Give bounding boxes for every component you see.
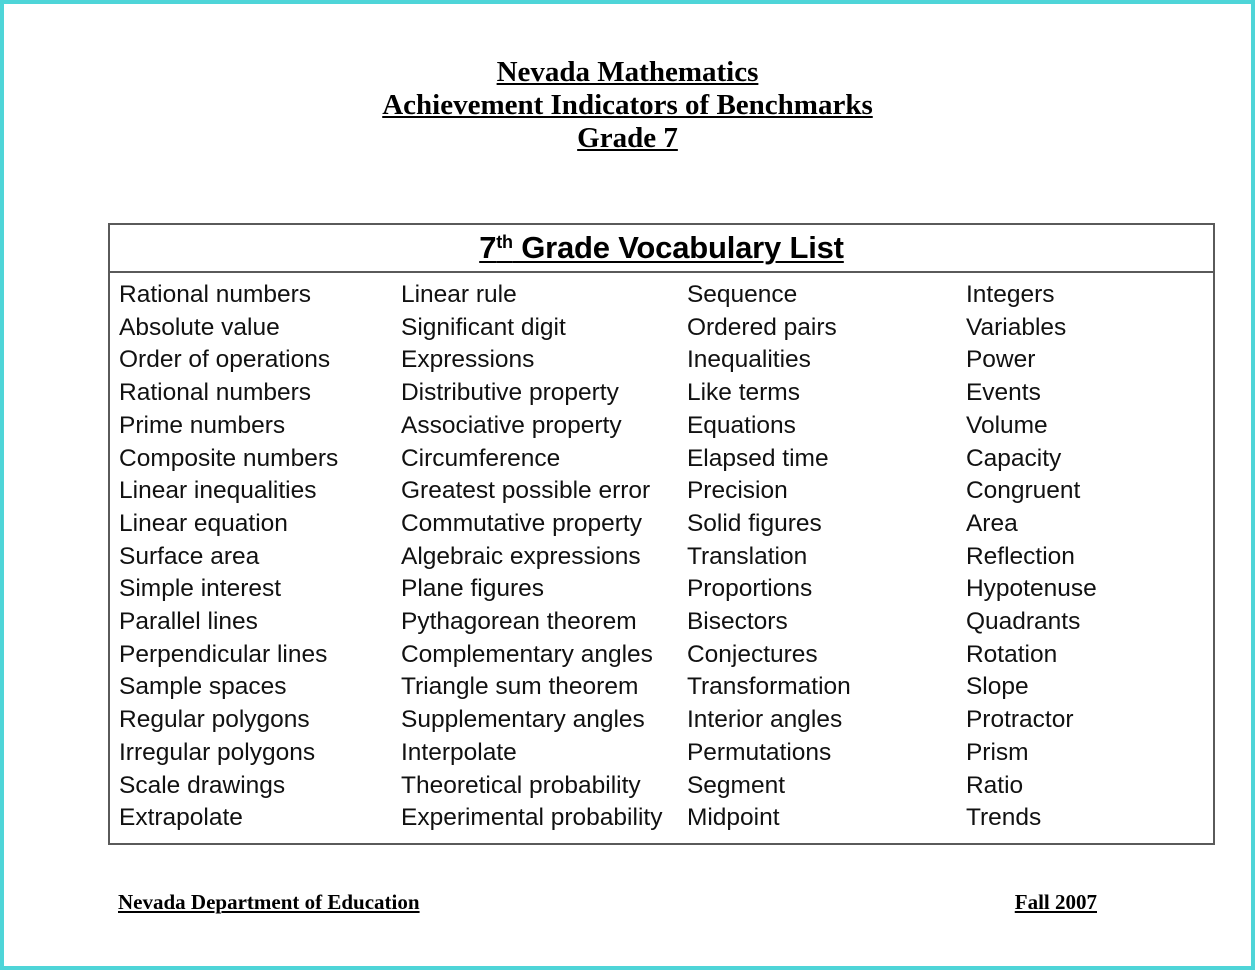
vocabulary-term: Equations [686,411,796,439]
vocabulary-term: Conjectures [686,640,818,668]
vocabulary-term: Interior angles [686,706,843,734]
vocabulary-term: Simple interest [119,575,282,603]
vocabulary-term: Extrapolate [119,804,243,832]
vocabulary-column-3 [671,279,948,835]
vocabulary-table-header [110,225,1213,273]
vocabulary-term: Triangle sum theorem [400,673,639,701]
vocabulary-term: Supplementary angles [400,706,645,734]
vocabulary-term: Reflection [965,542,1075,570]
vocabulary-term: Order of operations [119,346,331,374]
vocabulary-term: Variables [965,313,1067,341]
vocabulary-grade-number: 7 [479,230,497,265]
vocabulary-ordinal-suffix: th [496,232,513,252]
vocabulary-term: Linear equation [119,509,288,537]
vocabulary-term: Linear rule [400,281,517,308]
vocabulary-table [108,223,1215,845]
vocabulary-term: Quadrants [965,608,1081,636]
vocabulary-term: Precision [686,477,788,505]
vocabulary-term: Elapsed time [686,444,829,472]
vocabulary-term: Associative property [400,411,622,439]
vocabulary-column-1 [110,279,393,835]
vocabulary-term: Regular polygons [119,706,310,734]
vocabulary-term: Transformation [686,673,851,701]
title-line-2-text: Achievement Indicators of Benchmarks [382,89,873,122]
vocabulary-term: Greatest possible error [400,477,651,505]
vocabulary-term: Midpoint [686,804,780,832]
vocabulary-term: Composite numbers [119,444,339,472]
vocabulary-term: Power [965,346,1036,374]
vocabulary-term: Proportions [686,575,813,603]
footer-term-text: Fall 2007 [1014,890,1097,914]
vocabulary-term: Distributive property [400,379,619,407]
vocabulary-term: Permutations [686,738,832,766]
vocabulary-term: Inequalities [686,346,811,374]
vocabulary-columns [110,273,1213,843]
vocabulary-term: Surface area [119,542,260,570]
vocabulary-term: Commutative property [400,509,642,537]
vocabulary-term: Volume [965,411,1048,439]
vocabulary-term: Congruent [965,477,1081,505]
vocabulary-term: Capacity [965,444,1062,472]
vocabulary-term: Complementary angles [400,640,653,668]
footer-agency [118,890,420,915]
vocabulary-term: Absolute value [119,313,280,341]
vocabulary-term: Interpolate [400,738,517,766]
vocabulary-term: Scale drawings [119,771,286,799]
vocabulary-term: Plane figures [400,575,544,603]
vocabulary-term: Integers [965,281,1055,308]
vocabulary-term: Theoretical probability [400,771,641,799]
vocabulary-term: Ordered pairs [686,313,837,341]
vocabulary-term: Rational numbers [119,281,312,308]
vocabulary-term: Hypotenuse [965,575,1097,603]
vocabulary-term: Significant digit [400,313,566,341]
vocabulary-column-2 [393,279,671,835]
vocabulary-term: Ratio [965,771,1024,799]
vocabulary-term: Protractor [965,706,1074,734]
vocabulary-term: Solid figures [686,509,822,537]
vocabulary-term: Rotation [965,640,1058,668]
vocabulary-term: Rational numbers [119,379,312,407]
vocabulary-term: Perpendicular lines [119,640,328,668]
vocabulary-term: Circumference [400,444,561,472]
vocabulary-title-rest: Grade Vocabulary List [512,230,844,265]
vocabulary-term: Translation [686,542,808,570]
vocabulary-term: Trends [965,804,1042,832]
title-line-1 [4,56,1251,89]
vocabulary-term: Area [965,509,1018,537]
title-line-1-text: Nevada Mathematics [496,56,759,88]
vocabulary-term: Segment [686,771,786,799]
vocabulary-column-4 [948,279,1213,835]
title-line-3-text: Grade 7 [577,122,678,155]
vocabulary-term: Prime numbers [119,411,286,439]
vocabulary-term: Linear inequalities [119,477,317,505]
vocabulary-term: Slope [965,673,1029,701]
footer-term [1015,890,1097,915]
title-line-3 [4,122,1251,155]
vocabulary-term: Sequence [686,281,798,308]
footer-agency-text: Nevada Department of Education [118,890,420,914]
vocabulary-term: Bisectors [686,608,788,636]
vocabulary-term: Expressions [400,346,535,374]
document-title [4,56,1251,155]
vocabulary-term: Experimental probability [400,804,663,832]
vocabulary-title [479,230,844,266]
document-footer [118,890,1151,915]
vocabulary-term: Sample spaces [119,673,287,701]
vocabulary-term: Events [965,379,1041,407]
vocabulary-term: Parallel lines [119,608,258,636]
vocabulary-term: Irregular polygons [119,738,316,766]
vocabulary-term: Algebraic expressions [400,542,641,570]
title-line-2 [4,89,1251,122]
vocabulary-term: Like terms [686,379,800,407]
vocabulary-term: Prism [965,738,1029,766]
vocabulary-term: Pythagorean theorem [400,608,637,636]
